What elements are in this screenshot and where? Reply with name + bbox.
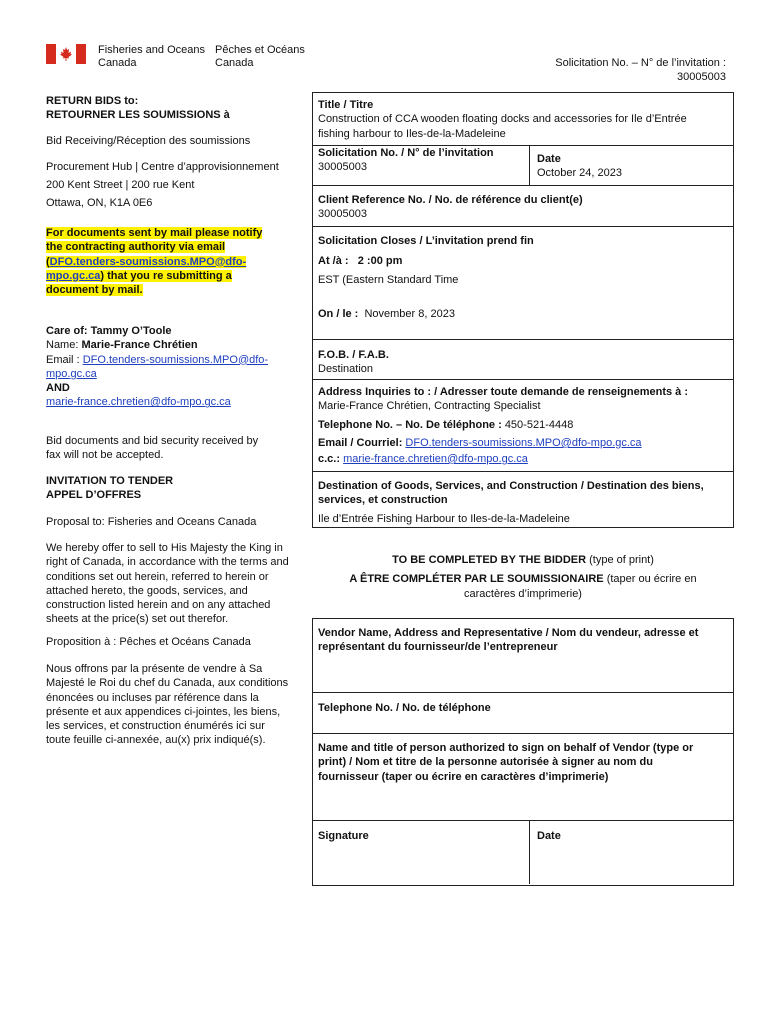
solicitation-header-number: 30005003 [677, 71, 726, 84]
return-bids-heading: RETURN BIDS to: RETOURNER LES SOUMISSIONS à [46, 95, 230, 122]
fax-notice: Bid documents and bid security received by fax will not be accepted. [46, 435, 259, 462]
itt-heading: INVITATION TO TENDER APPEL D’OFFRES [46, 475, 174, 502]
address-city: Ottawa, ON, K1A 0E6 [46, 197, 153, 209]
vendor-name-field[interactable]: Vendor Name, Address and Representative / Nom du vendeur, adresse et représentant du fournisseur/de l’entrepreneur [318, 627, 699, 654]
closes-label: Solicitation Closes / L’invitation prend fin [318, 235, 534, 247]
offer-fr [46, 662, 301, 748]
offer-en-line: We hereby offer to sell to His Majesty the King in [46, 542, 283, 554]
destination-value: Ile d’Entrée Fishing Harbour to Iles-de-la-Madeleine [318, 513, 570, 525]
mail-notice: For documents sent by mail please notify the contracting authority via email (DFO.tenders-soumissions.MPO@dfo- mpo.gc.ca) that you re submitting a document by mail. [46, 227, 263, 297]
offer-fr-line: Majesté le Roi du chef du Canada, aux conditions [46, 677, 289, 690]
contact-email-link[interactable]: DFO.tenders-soumissions.MPO@dfo- [82, 353, 269, 366]
closes-date: On / le : November 8, 2023 [318, 308, 455, 320]
contact-name: Name: Marie-France Chrétien [46, 339, 198, 352]
offer-fr-line: énoncées ou incluses par référence dans la [46, 691, 259, 704]
address-street: 200 Kent Street | 200 rue Kent [46, 179, 195, 191]
telephone-line: Telephone No. – No. De téléphone : 450-521-4448 [318, 419, 574, 431]
mail-notice-email-link-cont[interactable]: mpo.gc.ca [46, 269, 101, 282]
date-cell: Date October 24, 2023 [537, 153, 623, 180]
offer-en-line: right of Canada, in accordance with the terms and [46, 556, 289, 569]
contact-email: Email : DFO.tenders-soumissions.MPO@dfo- [46, 353, 269, 366]
signature-date-field[interactable]: Date [537, 830, 561, 842]
offer-en-line: construction listed herein and on any attached [46, 599, 271, 612]
offer-fr-line: les services, et construction énumérés ici sur [46, 720, 265, 733]
solicitation-header-label: Solicitation No. – N° de l’invitation : [555, 57, 726, 69]
offer-fr-line: Nous offrons par la présente de vendre à Sa [46, 663, 263, 675]
fob-cell: F.O.B. / F.A.B. Destination [318, 349, 389, 376]
offer-en-line: attached hereto, the goods, services, and [46, 584, 248, 597]
department-name-fr: Pêches et Océans Canada [215, 44, 305, 69]
signature-field[interactable]: Signature [318, 830, 369, 842]
cc-line: c.c.: marie-france.chretien@dfo-mpo.gc.ca [318, 453, 528, 465]
maple-leaf-icon [58, 46, 74, 62]
offer-en-line: sheets at the price(s) set out therefor. [46, 613, 229, 626]
address-hub: Procurement Hub | Centre d’approvisionnement [46, 161, 279, 173]
offer-en-line: conditions set out herein, referred to herein or [46, 570, 269, 583]
title-cell: Title / Titre Construction of CCA wooden floating docks and accessories for Ile d’Entrée fishing harbour to Iles-de-la-Madeleine [318, 99, 687, 140]
cc-email-link[interactable]: marie-france.chretien@dfo-mpo.gc.ca [343, 453, 528, 465]
canada-flag-icon [46, 44, 86, 64]
contact-block [46, 324, 296, 410]
destination-label: Destination of Goods, Services, and Construction / Destination des biens, services, et construction [318, 480, 704, 507]
vendor-telephone-field[interactable]: Telephone No. / No. de téléphone [318, 702, 491, 714]
bidder-heading: TO BE COMPLETED BY THE BIDDER (type of print) A ÊTRE COMPLÉTER PAR LE SOUMISSIONAIRE (taper ou écrire en caractères d’imprimerie) [349, 554, 697, 600]
contact-email-alt-link[interactable]: marie-france.chretien@dfo-mpo.gc.ca [46, 396, 231, 409]
solicitation-cell: Solicitation No. / N° de l’invitation 30005003 [318, 147, 494, 174]
proposal-to: Proposal to: Fisheries and Oceans Canada [46, 516, 257, 528]
bid-receiving: Bid Receiving/Réception des soumissions [46, 135, 251, 147]
department-name-en: Fisheries and Oceans Canada [98, 44, 205, 69]
email-line: Email / Courriel: DFO.tenders-soumissions.MPO@dfo-mpo.gc.ca [318, 437, 642, 449]
care-of: Care of: Tammy O’Toole [46, 325, 172, 337]
offer-fr-line: toute feuille ci-annexée, au(x) prix indiqué(s). [46, 734, 266, 747]
and-label: AND [46, 382, 70, 395]
client-ref-cell: Client Reference No. / No. de référence du client(e) 30005003 [318, 194, 583, 221]
offer-en [46, 541, 301, 627]
mail-notice-email-link[interactable]: DFO.tenders-soumissions.MPO@dfo- [49, 255, 247, 268]
solicitation-header [555, 56, 726, 85]
inquiries-cell: Address Inquiries to : / Adresser toute demande de renseignements à : Marie-France Chrétien, Contracting Specialist [318, 386, 689, 413]
contact-email-link-cont[interactable]: mpo.gc.ca [46, 367, 97, 380]
authorized-person-field[interactable]: Name and title of person authorized to sign on behalf of Vendor (type or print) / Nom et titre de la personne autorisée à signer au nom du fournisseur (taper ou écrire en caractères d’imprimerie) [318, 742, 694, 783]
closes-time: At /à : 2 :00 pm [318, 255, 403, 267]
closes-timezone: EST (Eastern Standard Time [318, 274, 459, 286]
offer-fr-line: présente et aux appendices ci-jointes, les biens, [46, 705, 281, 718]
proposition-fr: Proposition à : Pêches et Océans Canada [46, 636, 251, 648]
inquiries-email-link[interactable]: DFO.tenders-soumissions.MPO@dfo-mpo.gc.ca [405, 437, 642, 449]
